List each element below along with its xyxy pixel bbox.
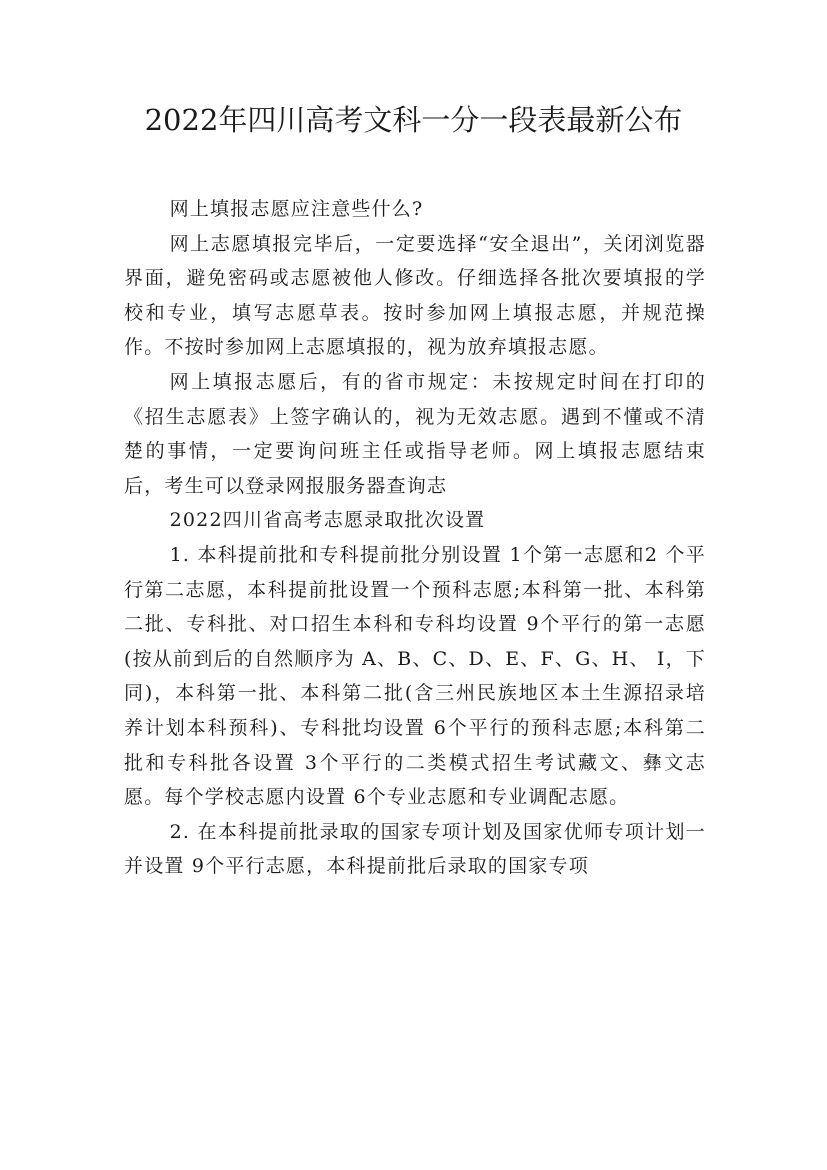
section-heading: 2022四川省高考志愿录取批次设置 — [169, 509, 486, 532]
paragraph: 1. 本科提前批和专科提前批分别设置 1个第一志愿和2 个平行第二志愿，本科提前批设置一个预科志愿;本科第一批、本科第二批、专科批、对口招生本科和专科均设置 9个平行的第一志愿(按从前到后的自然顺序为 A、B、C、D、E、F、G、H、 I，下同)，本科第一批、本科第二批(含三州民族地区本土生源招录培养计划本科预科)、专科批均设置 6个平行的预科志愿;本科第二批和专科批各设置 3个平行的二类模式招生考试藏文、彝文志愿。每个学校志愿内设置 6个专业志愿和专业调配志愿。 — [124, 543, 706, 809]
paragraph: 网上志愿填报完毕后，一定要选择“安全退出”，关闭浏览器界面，避免密码或志愿被他人修改。仔细选择各批次要填报的学校和专业，填写志愿草表。按时参加网上填报志愿，并规范操作。不按时参加网上志愿填报的，视为放弃填报志愿。 — [124, 232, 706, 359]
document-body — [124, 192, 706, 884]
paragraph: 网上填报志愿应注意些什么? — [169, 198, 424, 220]
document-title: 2022年四川高考文科一分一段表最新公布 — [144, 103, 683, 137]
paragraph: 2. 在本科提前批录取的国家专项计划及国家优师专项计划一并设置 9个平行志愿，本科提前批后录取的国家专项 — [124, 820, 706, 878]
paragraph: 网上填报志愿后，有的省市规定：未按规定时间在打印的《招生志愿表》上签字确认的，视为无效志愿。遇到不懂或不清楚的事情，一定要询问班主任或指导老师。网上填报志愿结束后，考生可以登录网报服务器查询志 — [124, 370, 706, 497]
